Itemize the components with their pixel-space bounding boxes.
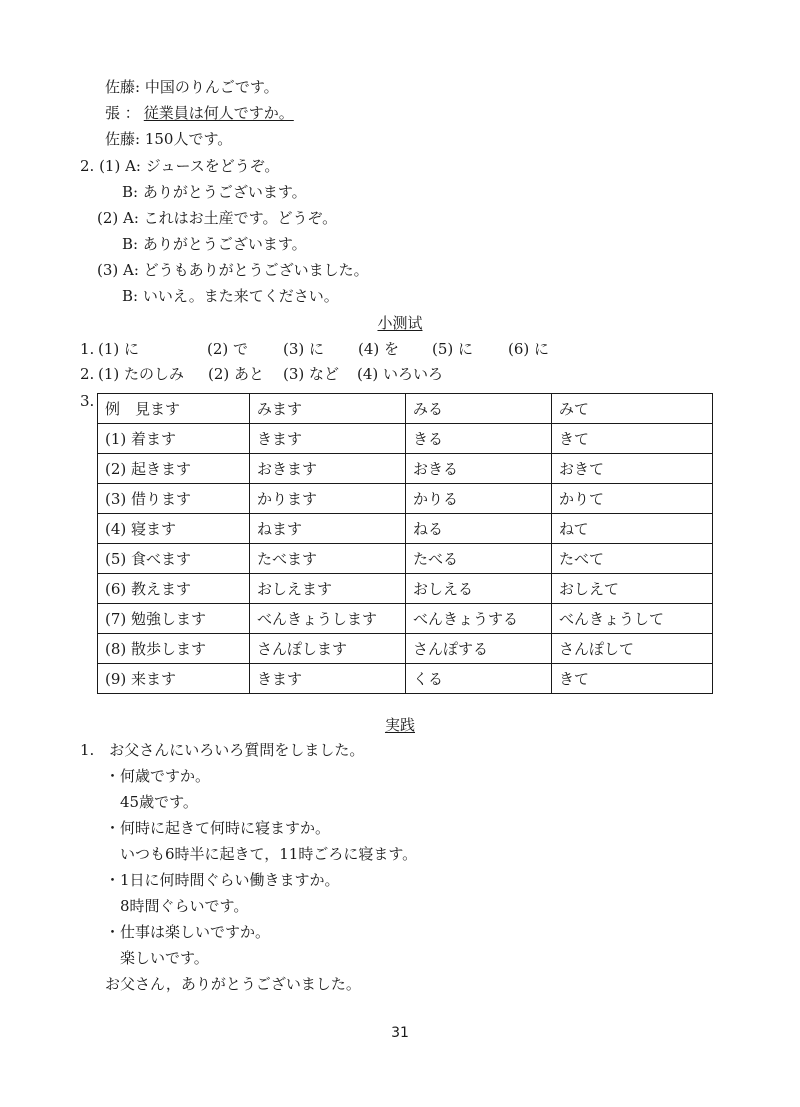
quiz-answer: (6) に [508, 340, 550, 358]
practice-line: ・何時に起きて何時に寝ますか。 [105, 819, 331, 837]
table-cell: (2) 起きます [98, 454, 250, 484]
practice-line: ・仕事は楽しいですか。 [105, 923, 271, 941]
table-row [98, 424, 713, 454]
table-cell: ねます [250, 514, 406, 544]
quiz-answer: (1) たのしみ [98, 365, 185, 383]
table-cell: さんぽする [406, 634, 552, 664]
exercise-line: 2. (1) A: ジュースをどうぞ。 [80, 157, 280, 175]
table-cell: (3) 借ります [98, 484, 250, 514]
exercise-line: (3) A: どうもありがとうございました。 [97, 261, 369, 279]
table-cell: べんきょうして [552, 604, 713, 634]
table-cell: (5) 食べます [98, 544, 250, 574]
table-cell: おしえて [552, 574, 713, 604]
practice-line: 8時間ぐらいです。 [120, 897, 249, 915]
practice-line: ・何歳ですか。 [105, 767, 211, 785]
table-cell: (4) 寝ます [98, 514, 250, 544]
table-row [98, 574, 713, 604]
conjugation-table [97, 393, 713, 694]
underlined-answer: 従業員は何人ですか。 [143, 104, 294, 122]
speaker-label: 張 ： [105, 104, 140, 122]
table-cell: きる [406, 424, 552, 454]
table-cell: ねて [552, 514, 713, 544]
table-cell: (7) 勉強します [98, 604, 250, 634]
table-cell: おきて [552, 454, 713, 484]
table-cell: (1) 着ます [98, 424, 250, 454]
quiz-answer: (1) に [98, 340, 140, 358]
table-cell: たべる [406, 544, 552, 574]
practice-heading: 実践 [384, 716, 415, 734]
quiz-answer: (3) など [283, 365, 340, 383]
table-cell: おしえます [250, 574, 406, 604]
table-row [98, 604, 713, 634]
table-cell: かりて [552, 484, 713, 514]
table-cell: (6) 教えます [98, 574, 250, 604]
quiz-answer: (2) で [207, 340, 249, 358]
table-row [98, 514, 713, 544]
quiz-q3-number: 3. [80, 392, 95, 410]
quiz-q1-number: 1. [80, 340, 95, 358]
table-row [98, 664, 713, 694]
quiz-answer: (3) に [283, 340, 325, 358]
table-cell: きて [552, 424, 713, 454]
exercise-line: (2) A: これはお土産です。どうぞ。 [97, 209, 338, 227]
table-cell: おきます [250, 454, 406, 484]
table-cell: べんきょうする [406, 604, 552, 634]
page-number: 31 [391, 1025, 409, 1041]
table-cell: おしえる [406, 574, 552, 604]
table-cell: (8) 散歩します [98, 634, 250, 664]
table-cell: みて [552, 394, 713, 424]
dialogue-line [105, 104, 294, 122]
table-row [98, 544, 713, 574]
table-cell: (9) 来ます [98, 664, 250, 694]
exercise-line: B: ありがとうございます。 [122, 235, 307, 253]
table-cell: さんぽします [250, 634, 406, 664]
table-row [98, 454, 713, 484]
table-cell: おきる [406, 454, 552, 484]
table-cell: きます [250, 424, 406, 454]
practice-line: 1. お父さんにいろいろ質問をしました。 [80, 741, 365, 759]
practice-line: いつも6時半に起きて，11時ごろに寝ます。 [120, 845, 418, 863]
table-cell: かりる [406, 484, 552, 514]
table-cell: かります [250, 484, 406, 514]
quiz-q2-number: 2. [80, 365, 95, 383]
quiz-answer: (2) あと [208, 365, 265, 383]
table-cell: たべます [250, 544, 406, 574]
table-cell: たべて [552, 544, 713, 574]
table-cell: ねる [406, 514, 552, 544]
table-row [98, 634, 713, 664]
table-cell: べんきょうします [250, 604, 406, 634]
table-row [98, 484, 713, 514]
quiz-heading: 小测试 [377, 314, 423, 332]
table-cell: くる [406, 664, 552, 694]
dialogue-line: 佐藤: 150人です。 [105, 130, 233, 148]
table-cell: 例 見ます [98, 394, 250, 424]
quiz-answer: (5) に [432, 340, 474, 358]
table-cell: きます [250, 664, 406, 694]
practice-line: ・1日に何時間ぐらい働きますか。 [105, 871, 340, 889]
table-cell: みる [406, 394, 552, 424]
table-cell: きて [552, 664, 713, 694]
table-cell: さんぽして [552, 634, 713, 664]
practice-line: 楽しいです。 [120, 949, 209, 967]
table-row [98, 394, 713, 424]
quiz-answer: (4) いろいろ [357, 365, 444, 383]
exercise-line: B: いいえ。また来てください。 [122, 287, 339, 305]
practice-line: 45歳です。 [120, 793, 198, 811]
quiz-answer: (4) を [358, 340, 400, 358]
dialogue-line: 佐藤: 中国のりんごです。 [105, 78, 279, 96]
practice-line: お父さん，ありがとうございました。 [105, 975, 361, 993]
exercise-line: B: ありがとうございます。 [122, 183, 307, 201]
table-cell: みます [250, 394, 406, 424]
